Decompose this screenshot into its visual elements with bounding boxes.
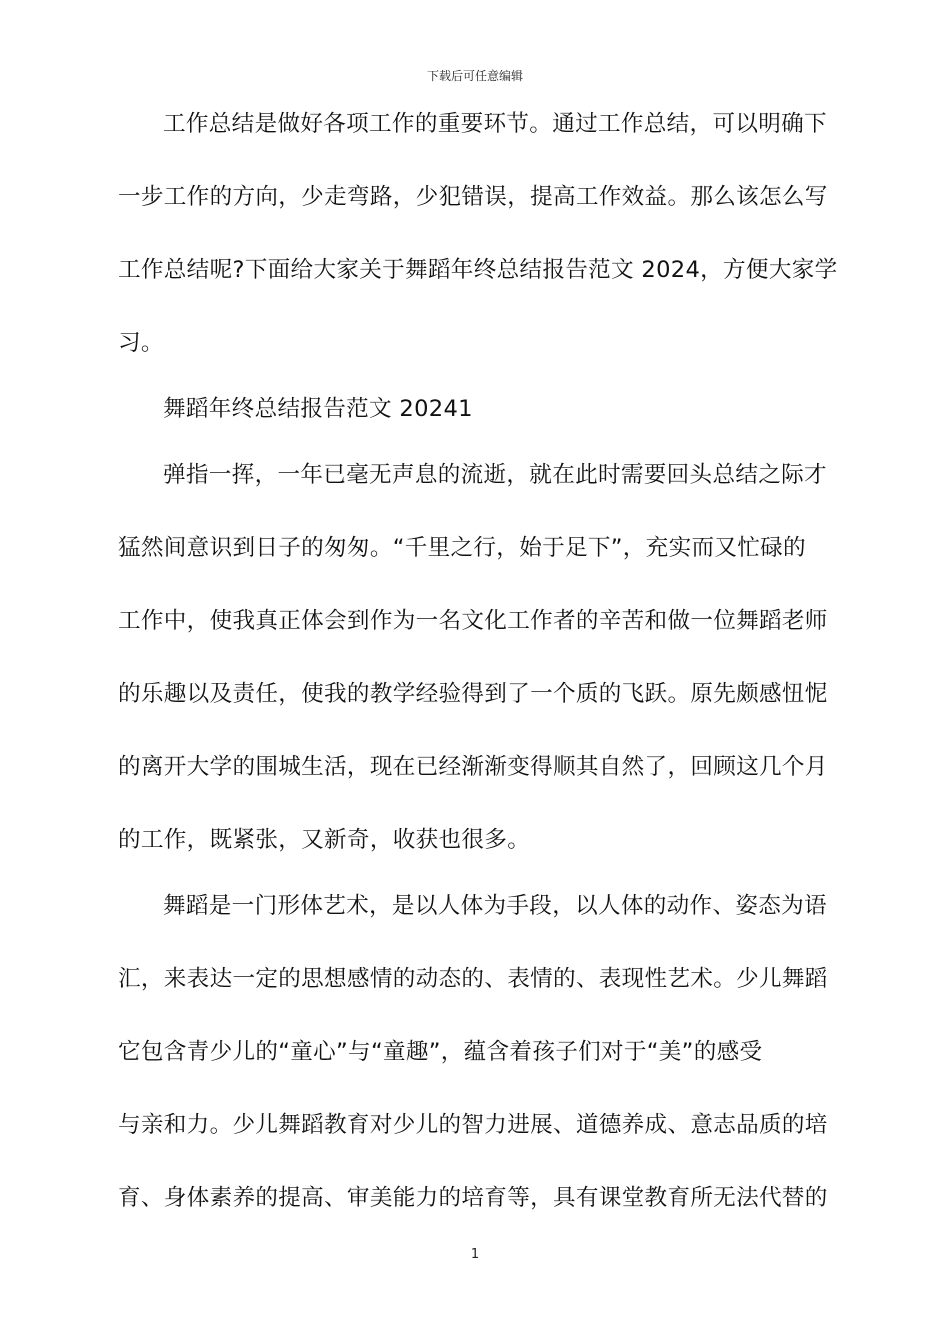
paragraph-4-line-3: 它包含青少儿的“童心”与“童趣”，蕴含着孩子们对于“美”的感受 (118, 1039, 763, 1065)
paragraph-3-line-5: 的离开大学的围城生活，现在已经渐渐变得顺其自然了，回顾这几个月 (118, 754, 828, 780)
paragraph-1-line-3: 工作总结呢?下面给大家关于舞蹈年终总结报告范文 2024，方便大家学 (118, 257, 838, 283)
paragraph-3-line-2: 猛然间意识到日子的匆匆。“千里之行，始于足下”，充实而又忙碌的 (118, 535, 806, 561)
paragraph-3-line-6: 的工作，既紧张，又新奇，收获也很多。 (118, 827, 531, 853)
paragraph-4-line-1: 舞蹈是一门形体艺术，是以人体为手段，以人体的动作、姿态为语 (163, 893, 827, 919)
page-header: 下载后可任意编辑 (426, 69, 523, 83)
paragraph-1-line-1: 工作总结是做好各项工作的重要环节。通过工作总结，可以明确下 (163, 111, 827, 137)
document-body (118, 101, 838, 1248)
paragraph-4-line-5: 育、身体素养的提高、审美能力的培育等，具有课堂教育所无法代替的 (118, 1185, 828, 1211)
paragraph-3-line-1: 弹指一挥，一年已毫无声息的流逝，就在此时需要回头总结之际才 (163, 462, 827, 488)
section-heading: 舞蹈年终总结报告范文 20241 (163, 396, 473, 422)
paragraph-1-line-2: 一步工作的方向，少走弯路，少犯错误，提高工作效益。那么该怎么写 (118, 184, 828, 210)
paragraph-3-line-3: 工作中，使我真正体会到作为一名文化工作者的辛苦和做一位舞蹈老师 (118, 608, 828, 634)
paragraph-4-line-2: 汇，来表达一定的思想感情的动态的、表情的、表现性艺术。少儿舞蹈 (118, 966, 828, 992)
paragraph-3-line-4: 的乐趣以及责任，使我的教学经验得到了一个质的飞跃。原先颇感忸怩 (118, 681, 828, 707)
page-number: 1 (470, 1247, 480, 1262)
paragraph-4-line-4: 与亲和力。少儿舞蹈教育对少儿的智力进展、道德养成、意志品质的培 (118, 1112, 828, 1138)
paragraph-1-line-4: 习。 (118, 330, 164, 356)
